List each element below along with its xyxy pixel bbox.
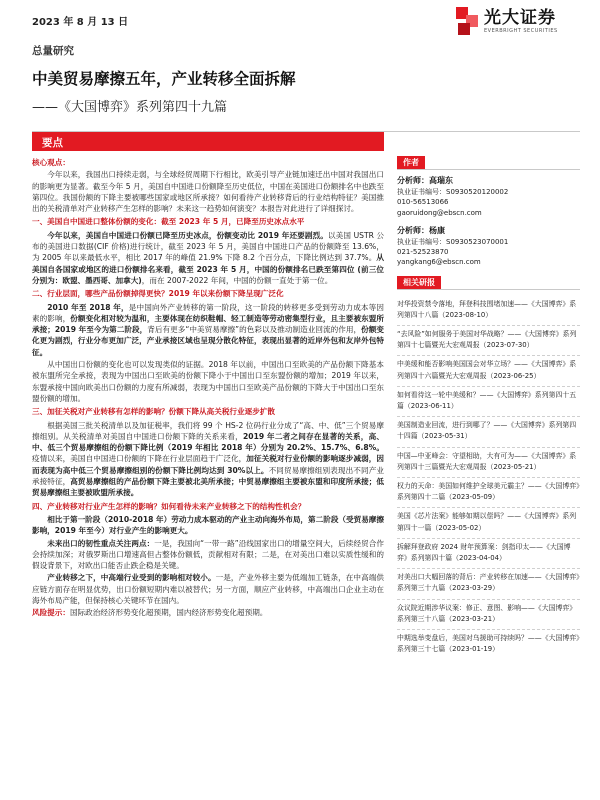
- analyst-card: [397, 176, 580, 218]
- p4b-1: 一是，我国向“一带一路”沿线国家出口的增量空间大，后续经贸合作会持续加深；对俄罗斯出口增速高但占整体份额低，贡献相对有限；二是，在对美出口难以实质性缓和的假设背景下，对欧出口能否止跌企稳是关键。: [32, 538, 384, 571]
- main-content: [32, 156, 384, 619]
- related-report-item[interactable]: 中期选举变盘后，美国对乌援助可持续吗？——《大国博弈》系列第三十七篇（2023-01-19）: [397, 634, 580, 654]
- analyst-name: 分析师：高瑞东: [397, 176, 453, 185]
- report-date: 2023 年 8 月 13 日: [32, 17, 129, 28]
- p2a-2: 背后有更多“中美贸易摩擦”的色彩以及推动制造业回流的作用，: [147, 325, 362, 335]
- p2a-bold: 2010 年至 2018 年，: [47, 302, 129, 312]
- p3a-bold3: 高贸易摩擦组的产品份额下降主要被北美所承接；中贸易摩擦组主要被东盟和印度所承接；低贸易摩擦组主要被欧盟所承接。: [32, 477, 385, 498]
- p3a-2: 疫情以来，美国自中国进口份额的下降在行业层面趋于广泛化，: [32, 454, 247, 464]
- related-report-item[interactable]: 对美出口大幅回落的背后：产业转移在加速——《大国博弈》系列第三十九篇（2023-03-29）: [397, 569, 580, 599]
- page-subtitle: ——《大国博弈》系列第四十九篇: [32, 100, 228, 115]
- p1-end: ，而在 2007-2022 年间，中国的份额一直处于第一位。: [141, 275, 333, 285]
- p3a-3: 不同贸易摩擦组别表现出不同产业承接特征，: [32, 465, 384, 487]
- analyst-email[interactable]: gaoruidong@ebscn.com: [397, 208, 482, 217]
- related-report-item[interactable]: 权力的天命：美国如何维护全球美元霸主？——《大国博弈》系列第四十二篇（2023-05-09）: [397, 478, 580, 508]
- analyst-card: [397, 226, 580, 268]
- analyst-email[interactable]: yangkang6@ebscn.com: [397, 258, 481, 267]
- related-divider: [397, 289, 580, 290]
- p4a-bold: 相比于第一阶段（2010-2018 年）劳动力成本驱动的产业主动向海外布局，第二阶段（受贸易摩擦影响，2019 年至今）对行业产生的影响更大。: [32, 514, 384, 536]
- p1-mid: 以美国 USTR 公布的美国进口数据(CIF 价格)进行统计，截至 2023 年 5 月，美国自中国进口产品的份额降至 13.6%，为 2005 年以来最低水平，相比 2017 年的峰值 21.9% 下降 8.2 个百分点，下降比例达到 37.7%。: [32, 230, 385, 263]
- page-title: 中美贸易摩擦五年，产业转移全面拆解: [32, 70, 296, 88]
- report-category: 总量研究: [32, 45, 74, 57]
- everbright-logo-icon: [456, 7, 478, 35]
- section-label: 要点: [42, 137, 63, 149]
- related-report-item[interactable]: 中美缓和能否影响美国国会对华立场？——《大国博弈》系列第四十六篇暨光大宏观周报（2023-06-25）: [397, 356, 580, 386]
- authors-label: 作者: [397, 156, 425, 170]
- authors-divider: [397, 169, 580, 170]
- p2a-1: 是中国向外产业转移的第一阶段，这一阶段的转移更多受到劳动力成本等因素的影响，: [32, 302, 384, 323]
- related-report-item[interactable]: 美国《芯片法案》能够如期以偿吗？——《大国博弈》系列第四十一篇（2023-05-02）: [397, 508, 580, 538]
- analyst-cert: 执业证书编号：S0930520120002: [397, 188, 509, 197]
- paragraph-2b: 从中国出口份额的变化也可以发现类似的证据。2018 年以前，中国出口至欧美的产品份额下降基本被东盟所完全承接，表现为中国出口至欧美的份额下降小于中国出口至东盟份额的增加；2019 年以来，东盟承接中国向欧美出口份额的力度有所减弱，表现为中国出口至欧美产品份额的下降大于中国出口至东盟份额的增加。: [32, 360, 384, 403]
- p3a-1: 根据美国三批关税清单以及加征税率，我们将 99 个 HS-2 位码行业分成了“高、中、低”三个贸易摩擦组别。从关税清单对美国自中国进口份额下降的关系来看，: [32, 420, 384, 441]
- core-paragraph: 今年以来，我国出口持续走弱，与全球经贸周期下行相比，欧美引导产业链加速迁出中国对我国出口的影响更为显著。截至今年 5 月，美国自中国进口份额降至历史低位，中国在美国进口份额排名中也跌至第四位。我国份额的下降主要被哪些国家或地区所承接？如何看待产业转移背后的行业结构特征？美国推出的关税清单对产业转移产生怎样的影响？未来这一趋势如何演变？本报告对此进行了详细探讨。: [32, 170, 384, 214]
- heading-4: 四、产业转移对行业产生怎样的影响？如何看待未来产业转移之下的结构性机会？: [32, 501, 306, 511]
- heading-3: 三、加征关税对产业转移有怎样的影响？份额下降从高关税行业逐步扩散: [32, 407, 275, 417]
- p1-bold: 今年以来，美国自中国进口份额已降至历史冰点，份额变动比 2019 年还要剧烈。: [47, 230, 328, 240]
- p4c-bold: 产业转移之下，中高端行业受到的影响相对较小。: [47, 573, 216, 583]
- heading-2: 二、行业层面，哪些产品份额掉得更快？2019 年以来份额下降呈现广泛化: [32, 289, 284, 299]
- analyst-name: 分析师：杨康: [397, 225, 445, 235]
- related-label: 相关研报: [397, 276, 441, 290]
- related-header: [397, 276, 580, 290]
- section-header-key-points: [32, 132, 384, 151]
- risk-label: 风险提示：: [32, 608, 70, 618]
- analyst-phone: 021-52523870: [397, 248, 449, 257]
- paragraph-2a: [32, 302, 384, 358]
- related-reports-list: [397, 296, 580, 660]
- p2a-bold2: 份额变化相对较为温和，主要体现在纺织鞋帽、轻工制造等劳动密集型行业，且主要被东盟所承接；2019 年至今为第二阶段，: [32, 313, 385, 335]
- p2a-bold3: 份额变化更为剧烈，行业分布更加广泛，产业承接区域也呈现分散化特征，表现出显著的近岸外包和友岸外包特征。: [32, 325, 385, 357]
- related-report-item[interactable]: 如何看待这一轮中美缓和？——《大国博弈》系列第四十五篇（2023-06-11）: [397, 387, 580, 417]
- sidebar: [397, 156, 580, 660]
- p4b-bold: 未来出口的韧性重点关注两点：: [47, 538, 155, 548]
- p3a-bold: 2019 年二者之间存在显著的关系，高、中、低三个贸易摩擦组的份额下降比例（2019 年相比 2018 年）分别为 20.2%、15.7%、6.8%。: [32, 431, 384, 453]
- risk-text: 国际政治经济形势变化超预期，国内经济形势变化超预期。: [69, 608, 268, 618]
- paragraph-4b: [32, 538, 384, 572]
- p1-bold2: 从美国自各国家或地区的进口份额排名来看，截至 2023 年 5 月，中国的份额排名已跌至第四位 (前三位分别为：欧盟、墨西哥、加拿大): [32, 253, 384, 285]
- heading-1: 一、美国自中国进口整体份额的变化：截至 2023 年 5 月，已降至历史冰点水平: [32, 217, 305, 227]
- related-report-item[interactable]: 拆解拜登政府 2024 财年预算案：剑指印太——《大国博弈》系列第四十篇（2023-04-04）: [397, 539, 580, 569]
- risk-warning: [32, 607, 384, 618]
- related-report-item[interactable]: 美国制造业回流，进行到哪了？——《大国博弈》系列第四十四篇（2023-05-31）: [397, 417, 580, 447]
- p3a-bold2: 加征关税对行业份额的影响逐步减弱，因而表现为高中低三个贸易摩擦组别的份额下降比例均达到 30%以上。: [32, 454, 384, 475]
- core-label: 核心观点：: [32, 158, 70, 167]
- p4c-1: 一是，产业外移主要为低端加工链条，在中高端供应链方面存在明显优势，出口份额短期内难以被替代；另一方面，顺应产业转移，中高端出口企业主动在海外布局产能，但保持核心关键环节在国内。: [32, 573, 384, 605]
- related-report-item[interactable]: “去风险”如何服务于美国对华战略？——《大国博弈》系列第四十七篇暨光大宏观周报（2023-07-30）: [397, 326, 580, 356]
- logo: [456, 3, 580, 39]
- authors-header: [397, 156, 580, 170]
- related-report-item[interactable]: 众议院近期涉华议案：修正、意图、影响——《大国博弈》系列第三十八篇（2023-03-21）: [397, 600, 580, 630]
- paragraph-4c: [32, 572, 384, 606]
- related-report-item[interactable]: 中国—中亚峰会：守望相助，大有可为——《大国博弈》系列第四十三篇暨光大宏观周报（2023-05-21）: [397, 448, 580, 478]
- paragraph-3a: [32, 420, 384, 499]
- paragraph-4a: [32, 514, 384, 537]
- related-report-item[interactable]: 对华投资禁令落地，拜登科技围堵加速——《大国博弈》系列第四十八篇（2023-08-10）: [397, 296, 580, 326]
- logo-en: EVERBRIGHT SECURITIES: [484, 27, 558, 34]
- analyst-phone: 010-56513066: [397, 198, 449, 207]
- analyst-cert: 执业证书编号：S0930523070001: [397, 238, 509, 247]
- logo-cn: 光大证券: [484, 7, 556, 28]
- paragraph-1: [32, 230, 384, 286]
